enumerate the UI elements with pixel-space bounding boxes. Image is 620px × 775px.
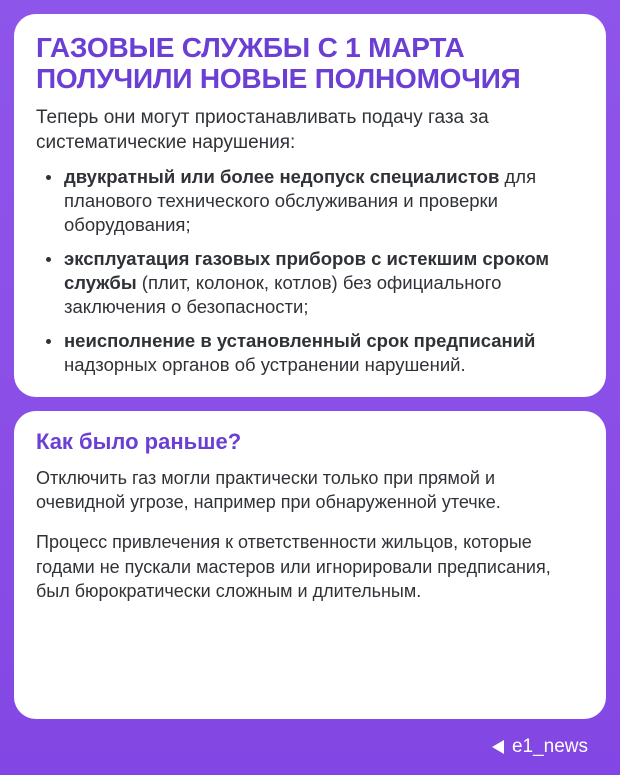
list-item (42, 165, 584, 237)
list-item-rest: для планового технического обслуживания и проверки оборудования; (64, 165, 537, 235)
history-paragraph-2: Процесс привлечения к ответственности жильцов, которые годами не пускали мастеров или игнорировали предписания, был бюрократически сложным и длительным. (36, 532, 551, 601)
page-title (36, 32, 584, 95)
history-paragraph-1: Отключить газ могли практически только при прямой и очевидной угрозе, например при обнаруженной утечке. (36, 467, 501, 512)
channel-name: e1_news (511, 736, 588, 757)
list-item (42, 247, 584, 319)
rules-list (36, 165, 584, 377)
main-content-card (14, 14, 606, 397)
card-divider-gap (14, 397, 606, 411)
list-item-bold: эксплуатация газовых приборов с истекшим сроком службы (64, 248, 550, 294)
telegram-send-icon (492, 740, 504, 754)
list-item-bold: двукратный или более недопуск специалистов (64, 165, 500, 187)
channel-credit[interactable] (492, 736, 588, 758)
footer (14, 719, 606, 775)
list-item-rest: (плит, колонок, котлов) без официального заключения о безопасности; (64, 272, 502, 318)
headline-line-2: ПОЛУЧИЛИ НОВЫЕ ПОЛНОМОЧИЯ (36, 63, 521, 95)
history-card (14, 411, 606, 719)
headline-line-1: ГАЗОВЫЕ СЛУЖБЫ С 1 МАРТА (36, 32, 465, 63)
list-item-rest: надзорных органов об устранении нарушений. (64, 354, 466, 376)
section-title: Как было раньше? (36, 429, 242, 455)
list-item-bold: неисполнение в установленный срок предписаний (64, 330, 536, 352)
list-item (42, 329, 584, 377)
lede-paragraph: Теперь они могут приостанавливать подачу газа за систематические нарушения: (36, 106, 489, 153)
